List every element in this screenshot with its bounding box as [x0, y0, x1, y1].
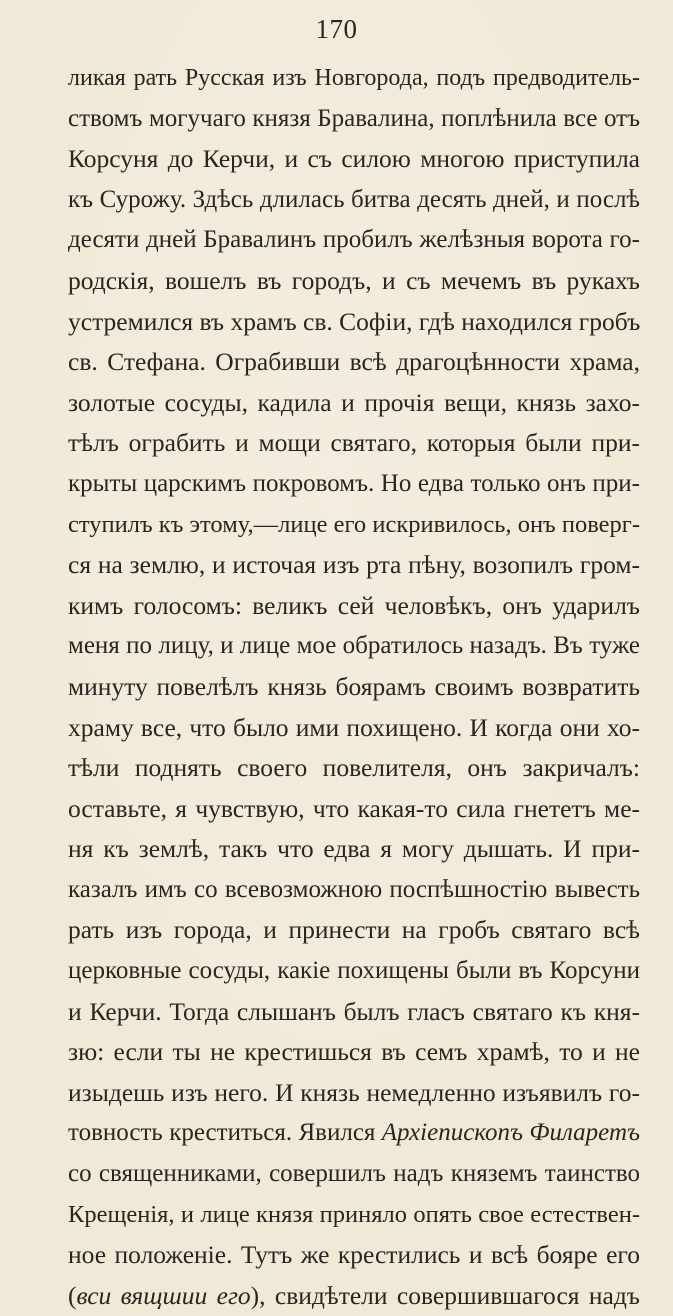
text-line [68, 667, 640, 708]
text-line [68, 910, 640, 951]
text-run: золотые сосуды, кадила и прочія вещи, князь захо- [68, 387, 640, 417]
text-run: меня по лицу, и лице мое обратилось назадъ. Въ туже [68, 632, 640, 660]
text-line [68, 423, 640, 464]
text-line [68, 302, 640, 343]
italic-text: Архіепископъ Филаретъ [381, 1119, 640, 1147]
text-run: церковные сосуды, какіе похищены были въ Корсуни [68, 957, 640, 985]
page-number: 170 [315, 14, 358, 44]
text-line [68, 1195, 640, 1236]
body-text [68, 58, 640, 1316]
text-line [68, 708, 640, 749]
text-run: и Керчи. Тогда слышанъ былъ гласъ святаго къ кня- [68, 996, 640, 1026]
text-line [68, 1113, 640, 1154]
text-run: ступилъ къ этому,—лице его искривилось, онъ поверг- [68, 510, 640, 538]
text-line [68, 220, 640, 261]
text-line [68, 1154, 640, 1195]
text-run: казалъ имъ со всевозможною поспѣшностію вывесть [68, 875, 640, 903]
text-line [68, 870, 640, 911]
text-line [68, 748, 640, 789]
text-line [68, 545, 640, 586]
text-line [68, 58, 640, 99]
italic-text: вси вящшии его [76, 1280, 251, 1310]
text-line [68, 789, 640, 830]
text-run: десяти дней Бравалинъ пробилъ желѣзныя ворота го- [68, 226, 640, 254]
text-line [68, 383, 640, 424]
text-run: ), свидѣтели совершившагося надъ [250, 1280, 640, 1310]
text-run: къ Сурожу. Здѣсь длилась битва десять дней, и послѣ [68, 185, 640, 213]
text-run: Корсуня до Керчи, и съ силою многою приступила [68, 144, 640, 174]
text-line [68, 99, 640, 140]
text-line [68, 505, 640, 546]
text-run: рать изъ города, и принести на гробъ святаго всѣ [68, 915, 640, 945]
text-run: крыты царскимъ покровомъ. Но едва только онъ при- [68, 469, 640, 497]
text-run: родскія, вошелъ въ городъ, и съ мечемъ въ рукахъ [68, 265, 640, 295]
text-line [68, 342, 640, 383]
text-run: ствомъ могучаго князя Бравалина, поплѣнила все отъ [68, 104, 640, 132]
text-run: оставьте, я чувствую, что какая-то сила гнететъ ме- [68, 793, 640, 823]
text-line [68, 951, 640, 992]
text-run: ся на землю, и источая изъ рта пѣну, возопилъ гром- [68, 550, 640, 580]
text-line [68, 626, 640, 667]
text-run: ликая рать Русская изъ Новгорода, подъ предводитель- [68, 65, 640, 91]
text-line [68, 829, 640, 870]
text-line [68, 261, 640, 302]
text-line [68, 1073, 640, 1114]
text-run: ня къ землѣ, такъ что едва я могу дышать. И при- [68, 834, 640, 864]
text-line [68, 992, 640, 1033]
text-line [68, 1032, 640, 1073]
text-run: ( [68, 1280, 77, 1310]
text-line [68, 464, 640, 505]
text-line [68, 1276, 640, 1316]
text-run: зю: если ты не крестишься въ семъ храмѣ, то и не [68, 1037, 640, 1067]
text-line [68, 139, 640, 180]
text-line [68, 180, 640, 221]
text-run: тѣли поднять своего повелителя, онъ закричалъ: [68, 753, 640, 783]
text-run: тѣлъ ограбить и мощи святаго, которыя были при- [68, 428, 640, 458]
text-run: св. Стефана. Ограбивши всѣ драгоцѣнности храма, [68, 347, 640, 377]
text-line [68, 1235, 640, 1276]
text-run: храму все, что было ими похищено. И когда они хо- [68, 712, 640, 742]
text-run: ное положеніе. Тутъ же крестились и всѣ бояре его [68, 1240, 640, 1270]
text-run: Крещенія, и лице князя приняло опять свое естествен- [68, 1200, 640, 1228]
text-run: товность креститься. Явился [68, 1119, 382, 1147]
text-run: со священниками, совершилъ надъ княземъ таинство [68, 1160, 640, 1188]
text-run: минуту повелѣлъ князь боярамъ своимъ возвратить [68, 671, 640, 701]
text-run: изыдешь изъ него. И князь немедленно изъявилъ го- [68, 1077, 640, 1107]
text-run: кимъ голосомъ: великъ сей человѣкъ, онъ ударилъ [68, 590, 640, 620]
text-run: устремился въ храмъ св. Софіи, гдѣ находился гробъ [68, 306, 641, 336]
text-line [68, 586, 640, 627]
